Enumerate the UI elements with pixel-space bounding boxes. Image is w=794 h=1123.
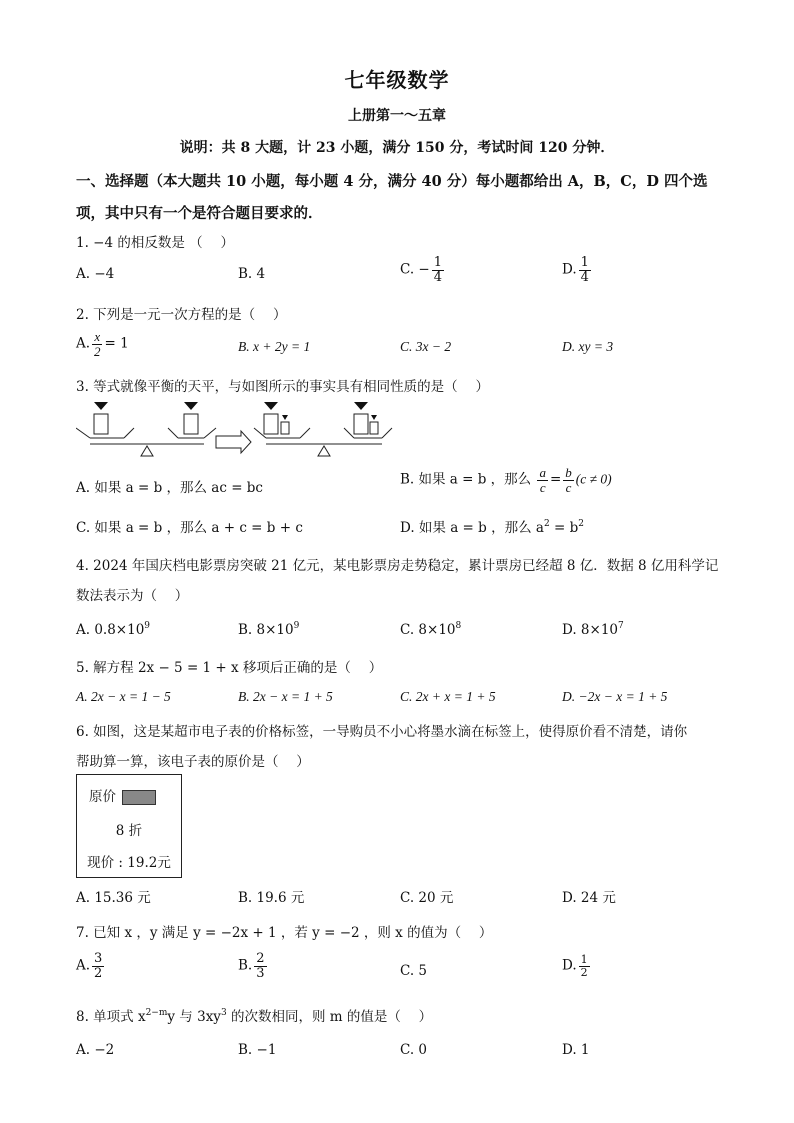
- q3-option-c: C. 如果 a = b ，那么 a + c = b + c: [76, 520, 303, 536]
- question-4-stem-line1: 4. 2024 年国庆档电影票房突破 21 亿元，某电影票房走势稳定，累计票房已经超 8 亿．数据 8 亿用科学记: [76, 558, 719, 574]
- question-2-stem: 2. 下列是一元一次方程的是（ ）: [76, 307, 287, 323]
- balance-scale-figure: [76, 402, 416, 460]
- q4-option-a: A. $0.8\times 10^9$: [76, 621, 151, 638]
- q8-option-d: D. 1: [562, 1042, 590, 1058]
- q4-option-d: D. $8\times 10^7$: [562, 621, 624, 638]
- q1-option-c: C. − $\frac{1}{4}$: [400, 255, 443, 285]
- page-subtitle: 上册第一～五章: [348, 108, 446, 124]
- question-7-stem: 7. 已知 x ，y 满足 y = −2x + 1 ，若 y = −2 ，则 x 的值为（ ）: [76, 925, 493, 941]
- q6-option-c: C. 20 元: [400, 890, 454, 906]
- question-6-stem-line2: 帮助算一算，该电子表的原价是（ ）: [76, 754, 310, 770]
- q6-option-d: D. 24 元: [562, 890, 616, 906]
- question-4-stem-line2: 数法表示为（ ）: [76, 588, 189, 604]
- question-5-stem: 5. 解方程 2x − 5 = 1 + x 移项后正确的是（ ）: [76, 660, 383, 676]
- q5-option-d: D. −2x − x = 1 + 5: [562, 689, 668, 704]
- page-title: 七年级数学: [344, 68, 450, 92]
- q3-option-d: D. 如果 a = b ，那么 $a^2 = b^2$: [400, 519, 584, 536]
- q8-option-b: B. −1: [238, 1042, 277, 1058]
- q6-option-b: B. 19.6 元: [238, 890, 305, 906]
- question-6-stem-line1: 6. 如图，这是某超市电子表的价格标签，一导购员不小心将墨水滴在标签上，使得原价看不清楚，请你: [76, 724, 688, 740]
- section-heading: 一、选择题（本大题共 10 小题，每小题 4 分，满分 40 分）每小题都给出 A，B，C，D 四个选项，其中只有一个是符合题目要求的．: [76, 173, 708, 222]
- q7-option-d: D. $\frac{1}{2}$: [562, 953, 588, 979]
- q5-option-c: C. 2x + x = 1 + 5: [400, 689, 496, 704]
- q1-option-d: D. $\frac{1}{4}$: [562, 255, 589, 285]
- question-1-stem: 1. −4 的相反数是 （ ）: [76, 235, 234, 251]
- q2-option-a: A. $\frac{x}{2}$ = 1: [76, 329, 129, 359]
- q3-option-b: B. 如果 a = b ，那么 $\frac{a}{c}$ = $\frac{b}{c}$ (c ≠ 0): [400, 465, 612, 495]
- q6-option-a: A. 15.36 元: [76, 890, 151, 906]
- q7-option-b: B. $\frac{2}{3}$: [238, 951, 265, 981]
- q2-option-d: D. xy = 3: [562, 339, 614, 354]
- q2-option-b: B. x + 2y = 1: [238, 339, 311, 354]
- price-tag-discount: 8 折: [115, 823, 143, 839]
- q1-option-b: B. 4: [238, 266, 266, 282]
- price-tag-figure: [76, 774, 182, 878]
- q4-option-c: C. $8\times 10^8$: [400, 621, 462, 638]
- q7-option-a: A. $\frac{3}{2}$: [76, 951, 103, 981]
- q8-option-a: A. −2: [76, 1042, 115, 1058]
- q8-option-c: C. 0: [400, 1042, 428, 1058]
- question-3-stem: 3. 等式就像平衡的天平，与如图所示的事实具有相同性质的是（ ）: [76, 379, 489, 395]
- price-tag-original: 原价: [77, 785, 181, 805]
- exam-instructions: 说明：共 8 大题，计 23 小题，满分 150 分，考试时间 120 分钟．: [179, 140, 615, 156]
- q4-option-b: B. $8\times 10^9$: [238, 621, 300, 638]
- q7-option-c: C. 5: [400, 963, 428, 979]
- q1-option-a: A. −4: [76, 266, 115, 282]
- question-8-stem: 8. 单项式 $x^{2-m}y$ 与 $3xy^3$ 的次数相同，则 m 的值是（ ）: [76, 1008, 433, 1025]
- q5-option-a: A. 2x − x = 1 − 5: [76, 689, 171, 704]
- ink-blot: [122, 790, 156, 805]
- q5-option-b: B. 2x − x = 1 + 5: [238, 689, 333, 704]
- price-tag-current: 现价 : 19.2元: [87, 855, 171, 871]
- q3-option-a: A. 如果 a = b ，那么 ac = bc: [76, 480, 263, 496]
- q2-option-c: C. 3x − 2: [400, 339, 452, 354]
